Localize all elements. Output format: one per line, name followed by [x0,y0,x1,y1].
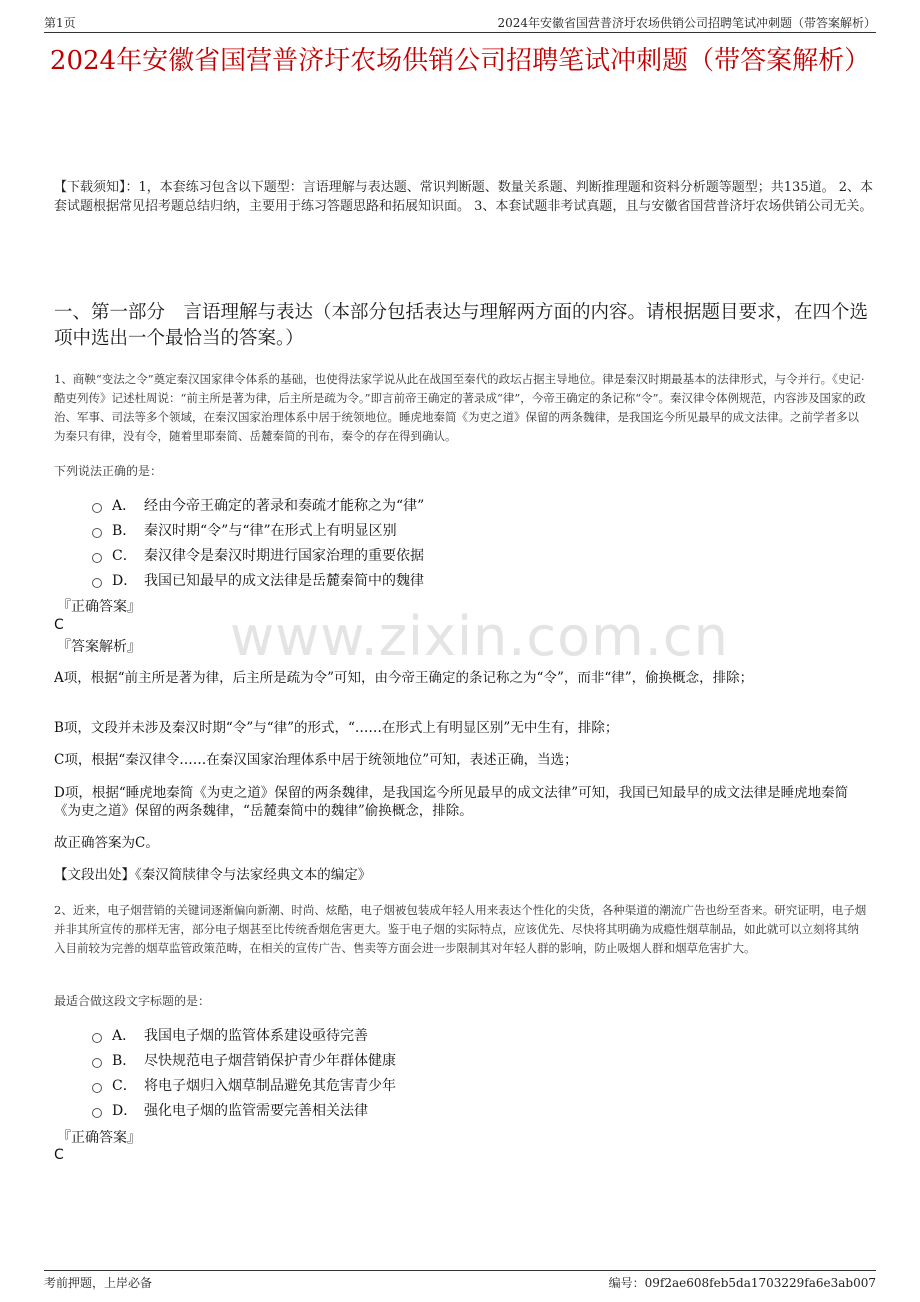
footer-slogan: 考前押题，上岸必备 [44,1276,153,1290]
q1-conclusion: 故正确答案为C。 [54,835,159,851]
document-title: 2024年安徽省国营普济圩农场供销公司招聘笔试冲刺题（带答案解析） [49,46,871,76]
q1-analysis-d: D项，根据“睡虎地秦简《为吏之道》保留的两条魏律，是我国迄今所见最早的成文法律”可知，我国已知最早的成文法律是睡虎地秦简《为吏之道》保留的两条魏律，“岳麓秦简中的魏律”偷换概念，排除。 [54,785,849,819]
q1-option-a[interactable]: A． 经由今帝王确定的著录和奏疏才能称之为“律” [92,496,424,516]
q2-option-a[interactable]: A． 我国电子烟的监管体系建设亟待完善 [92,1026,368,1046]
question-2-prompt: 最适合做这段文字标题的是： [54,994,211,1008]
q2-option-b[interactable]: B． 尽快规范电子烟营销保护青少年群体健康 [92,1051,396,1071]
q1-source: 【文段出处】《秦汉简牍律令与法家经典文本的编定》 [54,867,372,883]
page-footer [44,1270,876,1291]
q1-option-d[interactable]: D． 我国已知最早的成文法律是岳麓秦简中的魏律 [92,571,424,591]
watermark: www.zixin.com.cn [230,605,729,668]
q1-analysis-a: A项，根据“前主所是著为律，后主所是疏为令”可知，由今帝王确定的条记称之为“令”，而非“律”，偷换概念，排除； [54,670,754,686]
q2-answer: C [54,1147,64,1163]
section-heading: 一、第一部分 言语理解与表达（本部分包括表达与理解两方面的内容。请根据题目要求，在四个选项中选出一个最恰当的答案。） [54,302,869,349]
footer-doc-id: 编号：09f2ae608feb5da1703229fa6e3ab007 [608,1276,876,1290]
radio-icon[interactable] [92,1083,102,1093]
q1-option-c[interactable]: C． 秦汉律令是秦汉时期进行国家治理的重要依据 [92,546,424,566]
radio-icon[interactable] [92,578,102,588]
question-1-text: 1、商鞅“变法之令”奠定秦汉国家律令体系的基础，也使得法家学说从此在战国至秦代的政坛占据主导地位。律是秦汉时期最基本的法律形式，与令并行。《史记·酷吏列传》记述杜周说：“前主所是著为律，后主所是疏为令。”即言前帝王确定的著录成“律”，今帝王确定的条记称“令”。秦汉律令体例规范，内容涉及国家的政治、军事、司法等多个领域，在秦汉国家治理体系中居于统领地位。睡虎地秦简《为吏之道》保留的两条魏律，是我国迄今所见最早的成文法律。之前学者多以为秦只有律，没有令，随着里耶秦简、岳麓秦简的刊布，秦令的存在得到确认。 [54,372,866,443]
page-header [44,12,876,33]
q1-analysis-b: B项，文段并未涉及秦汉时期“令”与“律”的形式，“……在形式上有明显区别”无中生有，排除； [54,720,619,736]
radio-icon[interactable] [92,1108,102,1118]
page-number: 第1页 [44,16,76,30]
radio-icon[interactable] [92,1033,102,1043]
q1-analysis-c: C项，根据“秦汉律令……在秦汉国家治理体系中居于统领地位”可知，表述正确，当选； [54,752,578,768]
radio-icon[interactable] [92,1058,102,1068]
q1-answer-label: 『正确答案』 [57,599,141,615]
q2-option-c[interactable]: C． 将电子烟归入烟草制品避免其危害青少年 [92,1076,396,1096]
question-2-text: 2、近来，电子烟营销的关键词逐渐偏向新潮、时尚、炫酷，电子烟被包装成年轻人用来表达个性化的尖货，各种渠道的潮流广告也纷至沓来。研究证明，电子烟并非其所宣传的那样无害，部分电子烟甚至比传统香烟危害更大。鉴于电子烟的实际特点，应该优先、尽快将其明确为成瘾性烟草制品，如此就可以立刻将其纳入目前较为完善的烟草监管政策范畴，在相关的宣传广告、售卖等方面会进一步限制其对年轻人群的影响，防止吸烟人群和烟草危害扩大。 [54,903,867,955]
radio-icon[interactable] [92,528,102,538]
q1-answer: C [54,617,64,633]
radio-icon[interactable] [92,553,102,563]
download-notice: 【下载须知】：1，本套练习包含以下题型：言语理解与表达题、常识判断题、数量关系题、判断推理题和资料分析题等题型；共135道。 2、本套试题根据常见招考题总结归纳，主要用于练习答题思路和拓展知识面。 3、本套试题非考试真题，且与安徽省国营普济圩农场供销公司无关。 [54,180,873,214]
q2-answer-label: 『正确答案』 [57,1130,141,1146]
header-doc-title: 2024年安徽省国营普济圩农场供销公司招聘笔试冲刺题（带答案解析） [497,16,876,30]
question-1-prompt: 下列说法正确的是： [54,464,163,478]
q1-analysis-label: 『答案解析』 [57,639,141,655]
radio-icon[interactable] [92,503,102,513]
q1-option-b[interactable]: B． 秦汉时期“令”与“律”在形式上有明显区别 [92,521,397,541]
q2-option-d[interactable]: D． 强化电子烟的监管需要完善相关法律 [92,1101,368,1121]
